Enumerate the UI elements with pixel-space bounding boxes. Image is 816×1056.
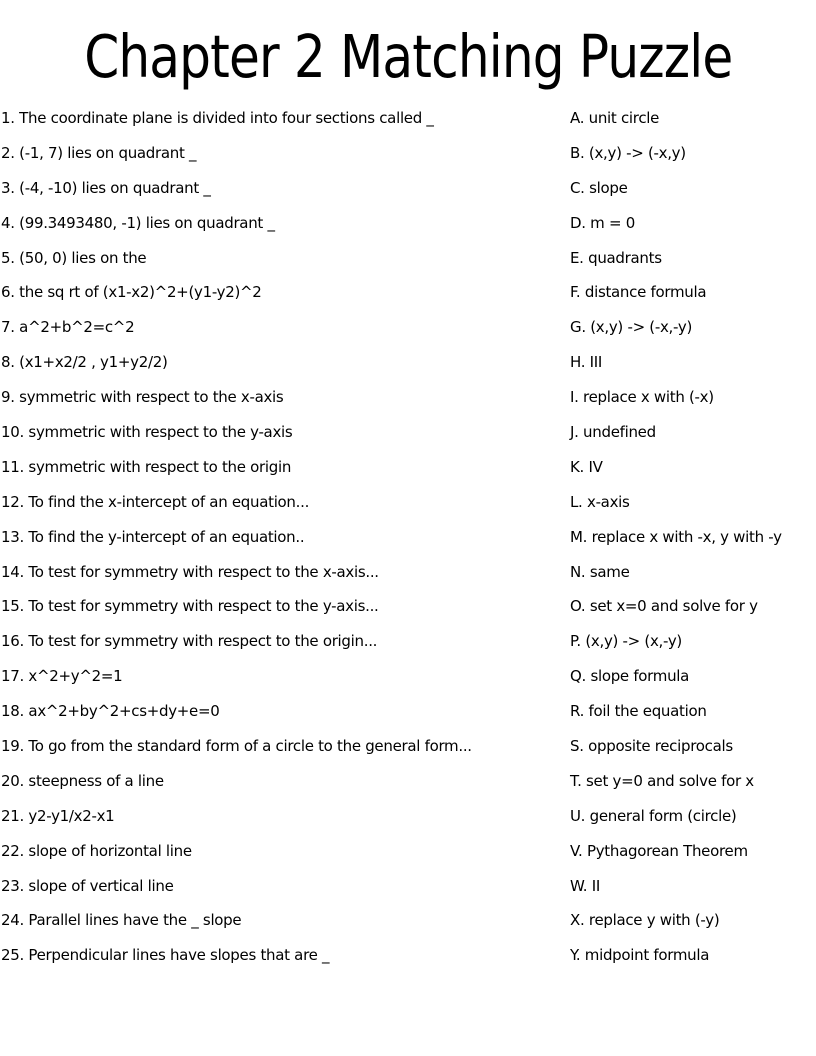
question-item: 25. Perpendicular lines have slopes that are _ (1, 946, 330, 965)
question-item: 4. (99.3493480, -1) lies on quadrant _ (1, 213, 275, 232)
answer-item: L. x-axis (570, 492, 630, 511)
answer-item: E. quadrants (570, 248, 662, 267)
answer-item: S. opposite reciprocals (570, 737, 733, 756)
question-item: 5. (50, 0) lies on the (1, 248, 147, 267)
answer-item: V. Pythagorean Theorem (570, 841, 748, 860)
answer-item: H. III (570, 353, 603, 372)
answer-item: R. foil the equation (570, 702, 707, 721)
question-item: 23. slope of vertical line (1, 876, 174, 895)
answer-item: J. undefined (570, 423, 656, 442)
answer-item: G. (x,y) -> (-x,-y) (570, 318, 692, 337)
answer-item: D. m = 0 (570, 213, 635, 232)
question-item: 24. Parallel lines have the _ slope (1, 911, 242, 930)
question-item: 6. the sq rt of (x1-x2)^2+(y1-y2)^2 (1, 283, 262, 302)
question-item: 2. (-1, 7) lies on quadrant _ (1, 143, 197, 162)
answer-item: T. set y=0 and solve for x (570, 771, 754, 790)
answer-item: N. same (570, 562, 630, 581)
page-title: Chapter 2 Matching Puzzle (83, 22, 733, 91)
answer-item: W. II (570, 876, 600, 895)
question-item: 14. To test for symmetry with respect to the x-axis... (1, 562, 379, 581)
question-item: 9. symmetric with respect to the x-axis (1, 388, 284, 407)
answer-item: F. distance formula (570, 283, 707, 302)
question-item: 11. symmetric with respect to the origin (1, 457, 292, 476)
answer-item: A. unit circle (570, 109, 660, 127)
answer-item: O. set x=0 and solve for y (570, 597, 758, 616)
question-item: 22. slope of horizontal line (1, 841, 192, 860)
answer-item: X. replace y with (-y) (570, 911, 720, 930)
answer-item: Q. slope formula (570, 667, 690, 686)
question-item: 17. x^2+y^2=1 (1, 667, 123, 686)
question-item: 1. The coordinate plane is divided into four sections called _ (1, 109, 434, 127)
question-item: 15. To test for symmetry with respect to the y-axis... (1, 597, 379, 616)
question-item: 12. To find the x-intercept of an equation... (1, 492, 310, 511)
question-item: 21. y2-y1/x2-x1 (1, 806, 115, 825)
answer-item: B. (x,y) -> (-x,y) (570, 143, 686, 162)
answer-item: U. general form (circle) (570, 806, 737, 825)
question-item: 18. ax^2+by^2+cs+dy+e=0 (1, 702, 220, 721)
answer-item: C. slope (570, 178, 628, 197)
answer-item: I. replace x with (-x) (570, 388, 714, 407)
question-item: 16. To test for symmetry with respect to the origin... (1, 632, 378, 651)
answer-item: P. (x,y) -> (x,-y) (570, 632, 682, 651)
question-item: 13. To find the y-intercept of an equation.. (1, 527, 305, 546)
question-item: 8. (x1+x2/2 , y1+y2/2) (1, 353, 168, 372)
answer-item: M. replace x with -x, y with -y (570, 527, 782, 546)
answer-item: K. IV (570, 457, 603, 476)
answers-column (570, 109, 816, 981)
question-item: 19. To go from the standard form of a circle to the general form... (1, 737, 472, 756)
title-area (0, 22, 816, 91)
questions-column (1, 109, 561, 981)
question-item: 20. steepness of a line (1, 771, 164, 790)
answer-item: Y. midpoint formula (570, 946, 710, 965)
question-item: 10. symmetric with respect to the y-axis (1, 423, 293, 442)
question-item: 3. (-4, -10) lies on quadrant _ (1, 178, 211, 197)
question-item: 7. a^2+b^2=c^2 (1, 318, 135, 337)
